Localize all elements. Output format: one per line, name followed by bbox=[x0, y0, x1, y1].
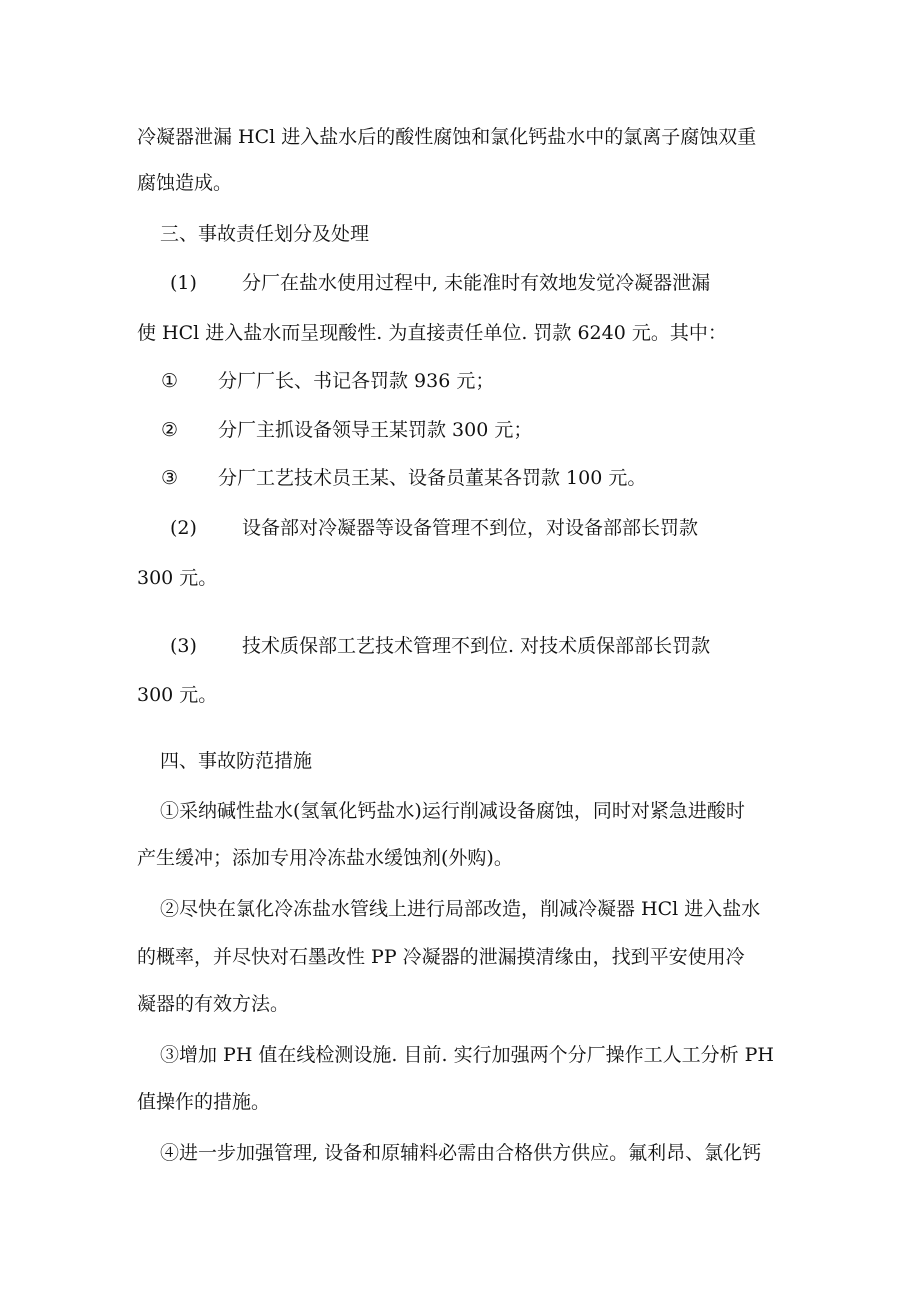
item-1-number: (1) bbox=[170, 272, 197, 294]
measure-3-line-1: ③增加 PH 值在线检测设施. 目前. 实行加强两个分厂操作工人工分析 PH bbox=[160, 1044, 774, 1066]
intro-line-2: 腐蚀造成。 bbox=[137, 172, 233, 194]
measure-2-line-3: 凝器的有效方法。 bbox=[137, 993, 290, 1015]
sub-item-2-text: 分厂主抓设备领导王某罚款 300 元； bbox=[218, 419, 533, 441]
measure-4-line-1: ④进一步加强管理, 设备和原辅料必需由合格供方供应。氟利昂、氯化钙 bbox=[160, 1142, 762, 1164]
item-1-line-1: 分厂在盐水使用过程中, 未能准时有效地发觉冷凝器泄漏 bbox=[242, 272, 711, 294]
sub-item-1-marker: ① bbox=[161, 370, 179, 392]
measure-2-line-1: ②尽快在氯化冷冻盐水管线上进行局部改造，削减冷凝器 HCl 进入盐水 bbox=[160, 898, 761, 920]
intro-line-1: 冷凝器泄漏 HCl 进入盐水后的酸性腐蚀和氯化钙盐水中的氯离子腐蚀双重 bbox=[137, 126, 757, 148]
measure-1-line-1: ①采纳碱性盐水(氢氧化钙盐水)运行削减设备腐蚀，同时对紧急进酸时 bbox=[160, 800, 745, 822]
section-3-heading: 三、事故责任划分及处理 bbox=[160, 223, 370, 245]
item-3-line-1: 技术质保部工艺技术管理不到位. 对技术质保部部长罚款 bbox=[242, 635, 711, 657]
item-3-number: (3) bbox=[170, 635, 197, 657]
item-3-line-2: 300 元。 bbox=[137, 684, 218, 706]
measure-2-line-2: 的概率，并尽快对石墨改性 PP 冷凝器的泄漏摸清缘由，找到平安使用冷 bbox=[137, 946, 745, 968]
sub-item-1-text: 分厂厂长、书记各罚款 936 元； bbox=[218, 370, 495, 392]
item-1-line-2: 使 HCl 进入盐水而呈现酸性. 为直接责任单位. 罚款 6240 元。其中： bbox=[137, 322, 727, 344]
item-2-number: (2) bbox=[170, 517, 197, 539]
item-2-line-1: 设备部对冷凝器等设备管理不到位，对设备部部长罚款 bbox=[242, 517, 699, 539]
sub-item-3-text: 分厂工艺技术员王某、设备员董某各罚款 100 元。 bbox=[218, 467, 647, 489]
sub-item-3-marker: ③ bbox=[161, 467, 179, 489]
measure-1-line-2: 产生缓冲；添加专用冷冻盐水缓蚀剂(外购)。 bbox=[137, 847, 513, 869]
measure-3-line-2: 值操作的措施。 bbox=[137, 1091, 271, 1113]
section-4-heading: 四、事故防范措施 bbox=[160, 750, 313, 772]
sub-item-2-marker: ② bbox=[161, 419, 179, 441]
item-2-line-2: 300 元。 bbox=[137, 567, 218, 589]
